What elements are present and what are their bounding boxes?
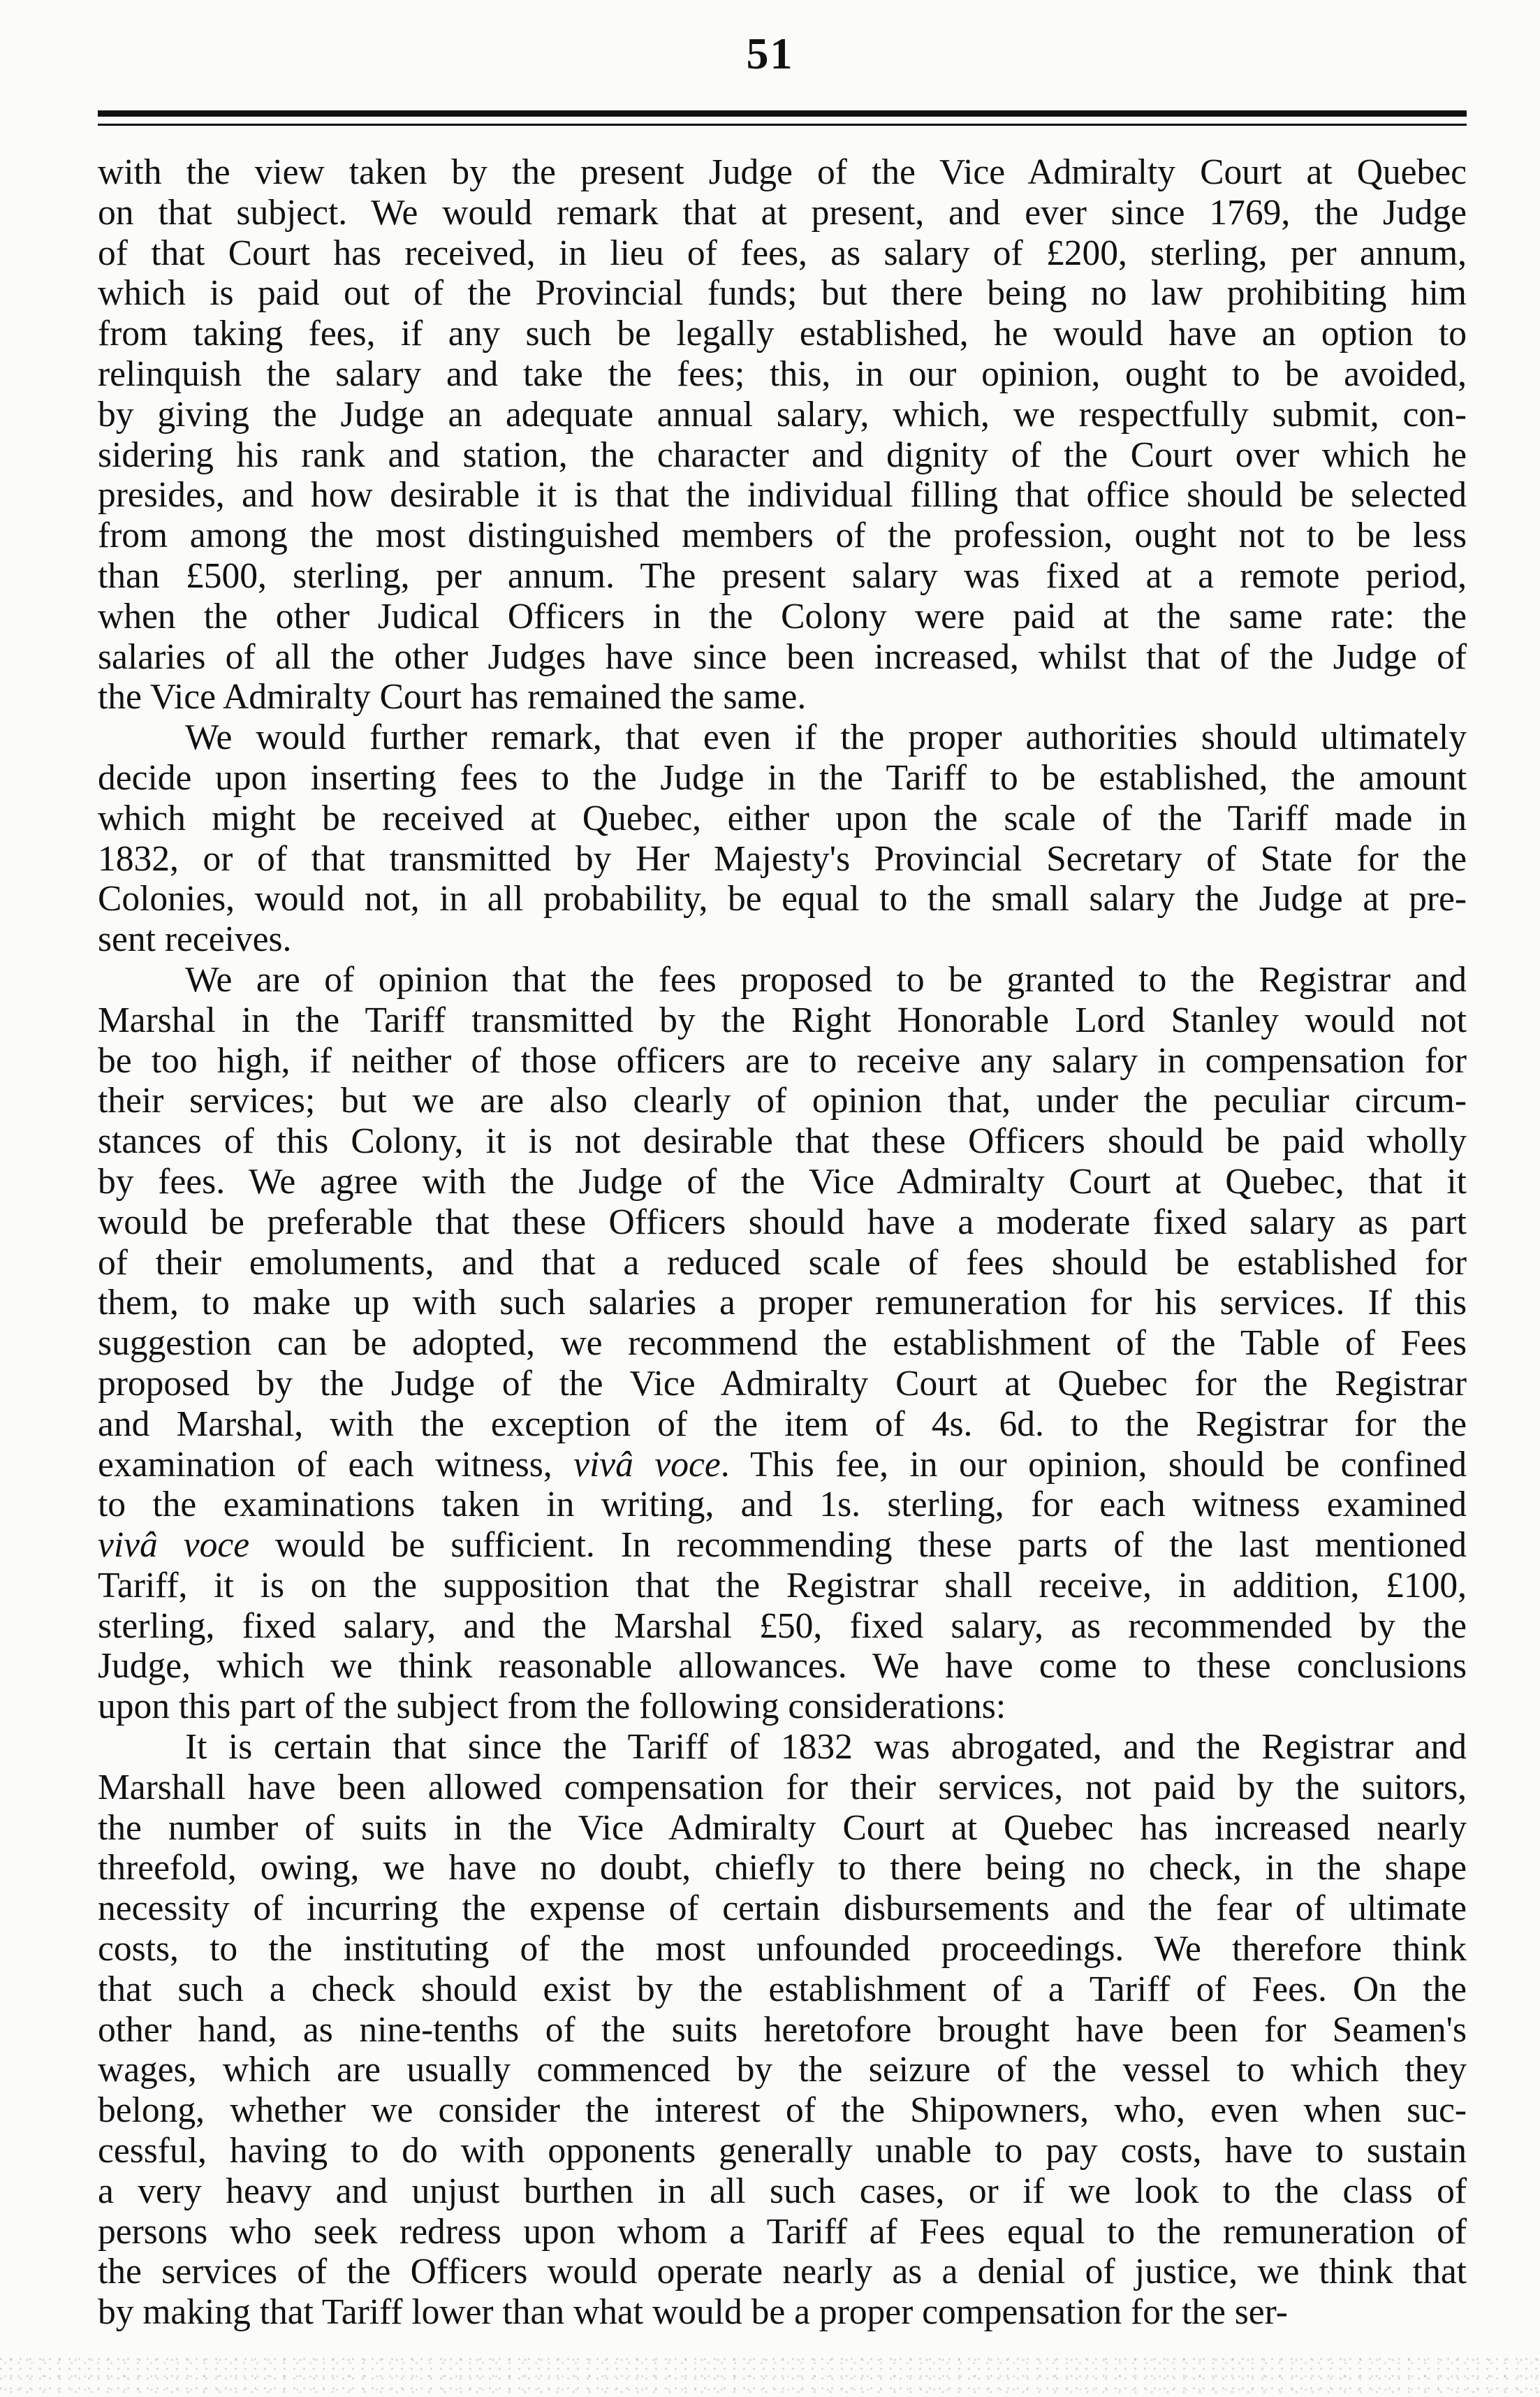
text-line: 1832, or of that transmitted by Her Majesty's Provincial Secretary of State for the xyxy=(98,838,1467,879)
text-line: be too high, if neither of those officers are to receive any salary in compensation for xyxy=(98,1040,1467,1081)
text-line: cessful, having to do with opponents generally unable to pay costs, have to sustain xyxy=(98,2131,1467,2171)
text-line: presides, and how desirable it is that the individual filling that office should be selected xyxy=(98,475,1467,516)
text-line: sterling, fixed salary, and the Marshal £50, fixed salary, as recommended by the xyxy=(98,1605,1467,1646)
text-line: them, to make up with such salaries a proper remuneration for his services. If this xyxy=(98,1283,1467,1323)
text-line: sent receives. xyxy=(98,919,292,960)
text-line: than £500, sterling, per annum. The present salary was fixed at a remote period, xyxy=(98,555,1467,596)
text-line: by making that Tariff lower than what would be a proper compensation for the ser- xyxy=(98,2292,1288,2333)
text-line: other hand, as nine-tenths of the suits heretofore brought have been for Seamen's xyxy=(98,2009,1467,2050)
paragraph xyxy=(98,152,1467,717)
paragraph xyxy=(98,960,1467,1727)
text-line: vivâ voce would be sufficient. In recommending these parts of the last mentioned xyxy=(98,1525,1467,1566)
text-line: a very heavy and unjust burthen in all such cases, or if we look to the class of xyxy=(98,2171,1467,2211)
page-number: 51 xyxy=(746,29,794,78)
text-line: Marshall have been allowed compensation for their services, not paid by the suitors, xyxy=(98,1767,1467,1807)
text-line: necessity of incurring the expense of certain disbursements and the fear of ultimate xyxy=(98,1888,1467,1929)
text-line: proposed by the Judge of the Vice Admiralty Court at Quebec for the Registrar xyxy=(98,1363,1467,1404)
text-line: by giving the Judge an adequate annual salary, which, we respectfully submit, con- xyxy=(98,394,1467,435)
text-line: persons who seek redress upon whom a Tariff af Fees equal to the remuneration of xyxy=(98,2211,1467,2252)
text-line: that such a check should exist by the establishment of a Tariff of Fees. On the xyxy=(98,1969,1467,2009)
text-line: salaries of all the other Judges have since been increased, whilst that of the Judge of xyxy=(98,636,1467,677)
text-line: belong, whether we consider the interest of the Shipowners, who, even when suc- xyxy=(98,2090,1467,2131)
text-line: Colonies, would not, in all probability, be equal to the small salary the Judge at pre- xyxy=(98,879,1467,919)
text-line: Tariff, it is on the supposition that the Registrar shall receive, in addition, £100, xyxy=(98,1565,1467,1605)
text-line: It is certain that since the Tariff of 1832 was abrogated, and the Registrar and xyxy=(185,1727,1467,1768)
header-rule-thin xyxy=(98,124,1467,126)
text-line: We would further remark, that even if the proper authorities should ultimately xyxy=(185,717,1467,758)
text-line: from taking fees, if any such be legally established, he would have an option to xyxy=(98,314,1467,354)
text-line: to the examinations taken in writing, and 1s. sterling, for each witness examined xyxy=(98,1485,1467,1525)
text-line: We are of opinion that the fees proposed to be granted to the Registrar and xyxy=(185,959,1467,1000)
text-line: from among the most distinguished members of the profession, ought not to be less xyxy=(98,516,1467,556)
text-line: examination of each witness, vivâ voce. This fee, in our opinion, should be confined xyxy=(98,1444,1467,1485)
text-line: of that Court has received, in lieu of fees, as salary of £200, sterling, per annum, xyxy=(98,233,1467,273)
paragraph xyxy=(98,1727,1467,2333)
text-line: Marshal in the Tariff transmitted by the Right Honorable Lord Stanley would not xyxy=(98,1000,1467,1040)
text-line: would be preferable that these Officers should have a moderate fixed salary as part xyxy=(98,1202,1467,1242)
text-line: of their emoluments, and that a reduced scale of fees should be established for xyxy=(98,1242,1467,1283)
text-line: threefold, owing, we have no doubt, chiefly to there being no check, in the shape xyxy=(98,1848,1467,1888)
text-line: sidering his rank and station, the character and dignity of the Court over which he xyxy=(98,435,1467,475)
paragraph xyxy=(98,717,1467,960)
text-line: the services of the Officers would operate nearly as a denial of justice, we think that xyxy=(98,2252,1467,2292)
text-line: and Marshal, with the exception of the item of 4s. 6d. to the Registrar for the xyxy=(98,1404,1467,1444)
body-text xyxy=(98,152,1467,2333)
scan-noise xyxy=(0,2355,1540,2397)
text-line: upon this part of the subject from the following considerations: xyxy=(98,1686,1006,1727)
text-line: costs, to the instituting of the most unfounded proceedings. We therefore think xyxy=(98,1929,1467,1969)
text-line: their services; but we are also clearly of opinion that, under the peculiar circum- xyxy=(98,1081,1467,1121)
text-line: which is paid out of the Provincial funds; but there being no law prohibiting him xyxy=(98,273,1467,314)
text-line: stances of this Colony, it is not desirable that these Officers should be paid wholly xyxy=(98,1121,1467,1162)
text-line: wages, which are usually commenced by the seizure of the vessel to which they xyxy=(98,2050,1467,2090)
text-line: Judge, which we think reasonable allowances. We have come to these conclusions xyxy=(98,1646,1467,1686)
text-line: the Vice Admiralty Court has remained the same. xyxy=(98,677,807,717)
text-line: the number of suits in the Vice Admiralty Court at Quebec has increased nearly xyxy=(98,1807,1467,1848)
text-line: decide upon inserting fees to the Judge in the Tariff to be established, the amount xyxy=(98,757,1467,798)
text-line: when the other Judical Officers in the Colony were paid at the same rate: the xyxy=(98,596,1467,636)
text-line: which might be received at Quebec, either upon the scale of the Tariff made in xyxy=(98,798,1467,838)
header-rule-thick xyxy=(98,110,1467,117)
text-line: relinquish the salary and take the fees; this, in our opinion, ought to be avoided, xyxy=(98,354,1467,394)
text-line: on that subject. We would remark that at present, and ever since 1769, the Judge xyxy=(98,192,1467,233)
text-line: with the view taken by the present Judge of the Vice Admiralty Court at Quebec xyxy=(98,152,1467,192)
text-line: suggestion can be adopted, we recommend the establishment of the Table of Fees xyxy=(98,1323,1467,1364)
text-line: by fees. We agree with the Judge of the Vice Admiralty Court at Quebec, that it xyxy=(98,1161,1467,1202)
